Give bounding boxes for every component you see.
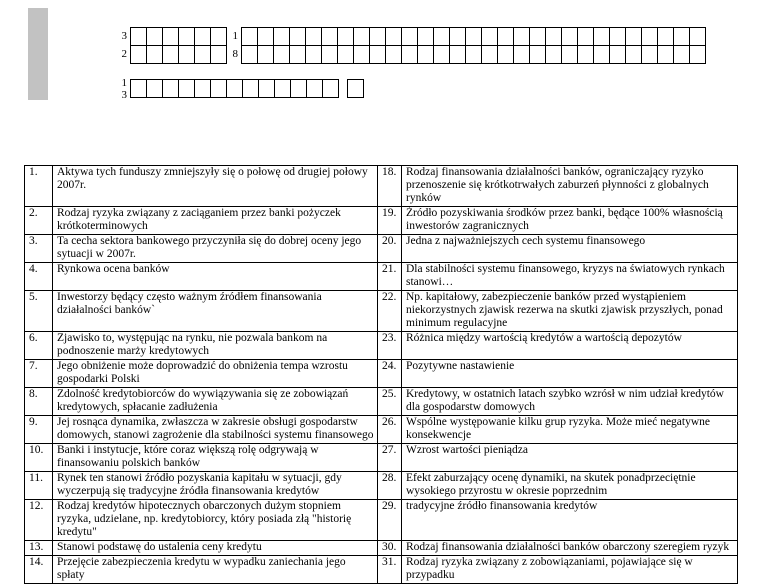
crossword-grid-a <box>130 27 227 64</box>
clue-text-right: Rodzaj finansowania działalności banków, ograniczający ryzyko przenoszenie się krótkotrwałych zaburzeń płynności z globalnych rynków <box>402 166 738 207</box>
clue-text-left: Zjawisko to, występując na rynku, nie pozwala bankom na podnoszenie marży kredytowych <box>53 332 378 360</box>
crossword-cell <box>290 28 306 46</box>
crossword-number-digit: 1 <box>121 77 127 89</box>
solution-highlight-bar <box>28 8 48 100</box>
crossword-cell <box>402 28 418 46</box>
clue-number-right: 31. <box>378 556 402 584</box>
crossword-cell <box>354 28 370 46</box>
crossword-cell <box>338 28 354 46</box>
crossword-number-digit: 1 <box>232 30 238 42</box>
crossword-cell <box>370 46 386 64</box>
clue-number-right: 20. <box>378 235 402 263</box>
crossword-cell <box>674 46 690 64</box>
clue-text-right: Kredytowy, w ostatnich latach szybko wzrósł w nim udział kredytów dla gospodarstw domowych <box>402 388 738 416</box>
crossword-band-top <box>116 27 706 64</box>
crossword-cell <box>258 28 274 46</box>
crossword-cell <box>306 46 322 64</box>
clue-number-left: 1. <box>25 166 53 207</box>
crossword-cell <box>626 46 642 64</box>
clue-row <box>25 235 738 263</box>
clue-text-right: Źródło pozyskiwania środków przez banki, będące 100% własnością inwestorów zagranicznych <box>402 207 738 235</box>
clue-text-right: tradycyjne źródło finansowania kredytów <box>402 500 738 541</box>
clue-text-left: Jej rosnąca dynamika, zwłaszcza w zakresie obsługi gospodarstw domowych, stanowi zagrożenie dla stabilności systemu finansowego <box>53 416 378 444</box>
crossword-cell <box>626 28 642 46</box>
clue-number-left: 9. <box>25 416 53 444</box>
clue-number-right: 29. <box>378 500 402 541</box>
crossword-cell <box>275 80 291 98</box>
clue-row <box>25 416 738 444</box>
crossword-cell <box>690 46 706 64</box>
clue-table <box>24 165 738 584</box>
clue-number-right: 26. <box>378 416 402 444</box>
crossword-cell <box>258 46 274 64</box>
crossword-cell <box>348 80 364 98</box>
clue-number-right: 27. <box>378 444 402 472</box>
crossword-number-label-18 <box>227 27 241 63</box>
clue-text-left: Rynkowa ocena banków <box>53 263 378 291</box>
clue-row <box>25 472 738 500</box>
clue-number-right: 18. <box>378 166 402 207</box>
crossword-cell <box>322 28 338 46</box>
clue-row <box>25 263 738 291</box>
crossword-cell <box>530 28 546 46</box>
crossword-cell <box>131 46 147 64</box>
clue-number-right: 25. <box>378 388 402 416</box>
clue-number-left: 6. <box>25 332 53 360</box>
clue-row <box>25 332 738 360</box>
crossword-cell <box>211 28 227 46</box>
crossword-number-digit: 3 <box>121 89 127 101</box>
crossword-number-digit: 3 <box>121 30 127 42</box>
crossword-band-bottom <box>116 79 364 101</box>
crossword-cell <box>578 46 594 64</box>
crossword-cell <box>163 46 179 64</box>
clue-text-right: Wzrost wartości pieniądza <box>402 444 738 472</box>
clue-number-left: 13. <box>25 541 53 556</box>
crossword-cell <box>179 46 195 64</box>
crossword-cell <box>290 46 306 64</box>
crossword-cell <box>562 28 578 46</box>
clue-text-left: Rynek ten stanowi źródło pozyskania kapitału w sytuacji, gdy wyczerpują się tradycyjne źródła finansowania kredytów <box>53 472 378 500</box>
clue-number-right: 24. <box>378 360 402 388</box>
clue-row <box>25 444 738 472</box>
crossword-cell <box>578 28 594 46</box>
crossword-cell <box>594 28 610 46</box>
crossword-cell <box>418 46 434 64</box>
crossword-cell <box>498 46 514 64</box>
crossword-cell <box>482 46 498 64</box>
crossword-cell <box>642 28 658 46</box>
crossword-cell <box>354 46 370 64</box>
clue-text-left: Aktywa tych funduszy zmniejszyły się o połowę od drugiej połowy 2007r. <box>53 166 378 207</box>
crossword-cell <box>195 80 211 98</box>
clue-text-right: Np. kapitałowy, zabezpieczenie banków przed wystąpieniem niekorzystnych zjawisk rezerwa na skutki zjawisk przyszłych, ponad minimum regulacyjne <box>402 291 738 332</box>
crossword-cell <box>259 80 275 98</box>
clue-text-left: Inwestorzy będący często ważnym źródłem finansowania działalności banków` <box>53 291 378 332</box>
clue-number-right: 21. <box>378 263 402 291</box>
clue-number-left: 4. <box>25 263 53 291</box>
crossword-cell <box>147 80 163 98</box>
clue-number-left: 2. <box>25 207 53 235</box>
crossword-cell <box>386 46 402 64</box>
crossword-cell <box>195 46 211 64</box>
clue-text-left: Stanowi podstawę do ustalenia ceny kredytu <box>53 541 378 556</box>
clue-text-right: Efekt zaburzający ocenę dynamiki, na skutek ponadprzeciętnie wysokiego przyrostu w okresie poprzednim <box>402 472 738 500</box>
crossword-cell <box>274 28 290 46</box>
clue-text-right: Różnica między wartością kredytów a wartością depozytów <box>402 332 738 360</box>
crossword-cell <box>307 80 323 98</box>
clue-number-right: 28. <box>378 472 402 500</box>
crossword-cell <box>211 46 227 64</box>
crossword-number-digit: 8 <box>232 48 238 60</box>
clue-row <box>25 207 738 235</box>
crossword-cell <box>546 28 562 46</box>
clue-text-right: Rodzaj finansowania działalności banków obarczony szeregiem ryzyk <box>402 541 738 556</box>
crossword-cell <box>195 28 211 46</box>
crossword-cell <box>530 46 546 64</box>
crossword-cell <box>610 28 626 46</box>
clue-text-left: Jego obniżenie może doprowadzić do obniżenia tempa wzrostu gospodarki Polski <box>53 360 378 388</box>
crossword-cell <box>498 28 514 46</box>
crossword-cell <box>514 28 530 46</box>
crossword-cell <box>179 80 195 98</box>
crossword-number-label-32 <box>116 27 130 63</box>
crossword-cell <box>163 28 179 46</box>
clue-text-right: Pozytywne nastawienie <box>402 360 738 388</box>
crossword-cell <box>610 46 626 64</box>
grid-gap <box>339 79 347 97</box>
clue-number-left: 3. <box>25 235 53 263</box>
clue-number-right: 30. <box>378 541 402 556</box>
clue-number-left: 5. <box>25 291 53 332</box>
clue-row <box>25 556 738 584</box>
clue-number-left: 10. <box>25 444 53 472</box>
crossword-grid-b <box>241 27 706 64</box>
clue-number-left: 8. <box>25 388 53 416</box>
crossword-grid-c <box>130 79 339 98</box>
crossword-cell <box>227 80 243 98</box>
clue-text-left: Rodzaj kredytów hipotecznych obarczonych dużym stopniem ryzyka, udzielane, np. kredytobiorcy, który posiada złą "historię kredytu" <box>53 500 378 541</box>
crossword-cell <box>450 46 466 64</box>
crossword-cell <box>690 28 706 46</box>
crossword-cell <box>546 46 562 64</box>
clue-text-right: Wspólne występowanie kilku grup ryzyka. Może mieć negatywne konsekwencje <box>402 416 738 444</box>
crossword-cell <box>323 80 339 98</box>
clue-number-right: 19. <box>378 207 402 235</box>
clue-number-left: 7. <box>25 360 53 388</box>
crossword-grid-d <box>347 79 364 98</box>
clue-number-right: 22. <box>378 291 402 332</box>
clue-row <box>25 291 738 332</box>
crossword-cell <box>482 28 498 46</box>
crossword-cell <box>163 80 179 98</box>
clue-table-body <box>25 166 738 584</box>
crossword-cell <box>242 46 258 64</box>
crossword-cell <box>338 46 354 64</box>
crossword-cell <box>450 28 466 46</box>
crossword-cell <box>386 28 402 46</box>
clue-text-left: Rodzaj ryzyka związany z zaciąganiem przez banki pożyczek krótkoterminowych <box>53 207 378 235</box>
crossword-cell <box>658 46 674 64</box>
clue-text-left: Zdolność kredytobiorców do wywiązywania się ze zobowiązań kredytowych, spłacanie zadłużenia <box>53 388 378 416</box>
clue-number-right: 23. <box>378 332 402 360</box>
clue-row <box>25 166 738 207</box>
crossword-cell <box>242 28 258 46</box>
crossword-cell <box>434 28 450 46</box>
crossword-cell <box>466 46 482 64</box>
crossword-number-label-13 <box>116 77 130 101</box>
crossword-cell <box>514 46 530 64</box>
clue-text-right: Rodzaj ryzyka związany z zobowiązaniami, pojawiające się w przypadku <box>402 556 738 584</box>
crossword-cell <box>658 28 674 46</box>
crossword-cell <box>562 46 578 64</box>
clue-row <box>25 388 738 416</box>
crossword-cell <box>243 80 259 98</box>
clue-row <box>25 541 738 556</box>
crossword-cell <box>434 46 450 64</box>
crossword-cell <box>322 46 338 64</box>
clue-number-left: 11. <box>25 472 53 500</box>
clue-text-left: Banki i instytucje, które coraz większą rolę odgrywają w finansowaniu polskich banków <box>53 444 378 472</box>
clue-number-left: 12. <box>25 500 53 541</box>
clue-text-left: Ta cecha sektora bankowego przyczyniła się do dobrej oceny jego sytuacji w 2007r. <box>53 235 378 263</box>
crossword-cell <box>418 28 434 46</box>
crossword-cell <box>147 28 163 46</box>
crossword-cell <box>291 80 307 98</box>
clue-text-right: Jedna z najważniejszych cech systemu finansowego <box>402 235 738 263</box>
clue-row <box>25 500 738 541</box>
clue-number-left: 14. <box>25 556 53 584</box>
crossword-number-digit: 2 <box>121 48 127 60</box>
crossword-cell <box>131 80 147 98</box>
clue-text-right: Dla stabilności systemu finansowego, kryzys na światowych rynkach stanowi… <box>402 263 738 291</box>
crossword-cell <box>642 46 658 64</box>
crossword-cell <box>466 28 482 46</box>
crossword-cell <box>370 28 386 46</box>
crossword-cell <box>306 28 322 46</box>
crossword-cell <box>674 28 690 46</box>
clue-text-left: Przejęcie zabezpieczenia kredytu w wypadku zaniechania jego spłaty <box>53 556 378 584</box>
crossword-cell <box>147 46 163 64</box>
clue-row <box>25 360 738 388</box>
crossword-cell <box>179 28 195 46</box>
crossword-cell <box>402 46 418 64</box>
crossword-cell <box>211 80 227 98</box>
crossword-cell <box>594 46 610 64</box>
crossword-cell <box>131 28 147 46</box>
crossword-cell <box>274 46 290 64</box>
